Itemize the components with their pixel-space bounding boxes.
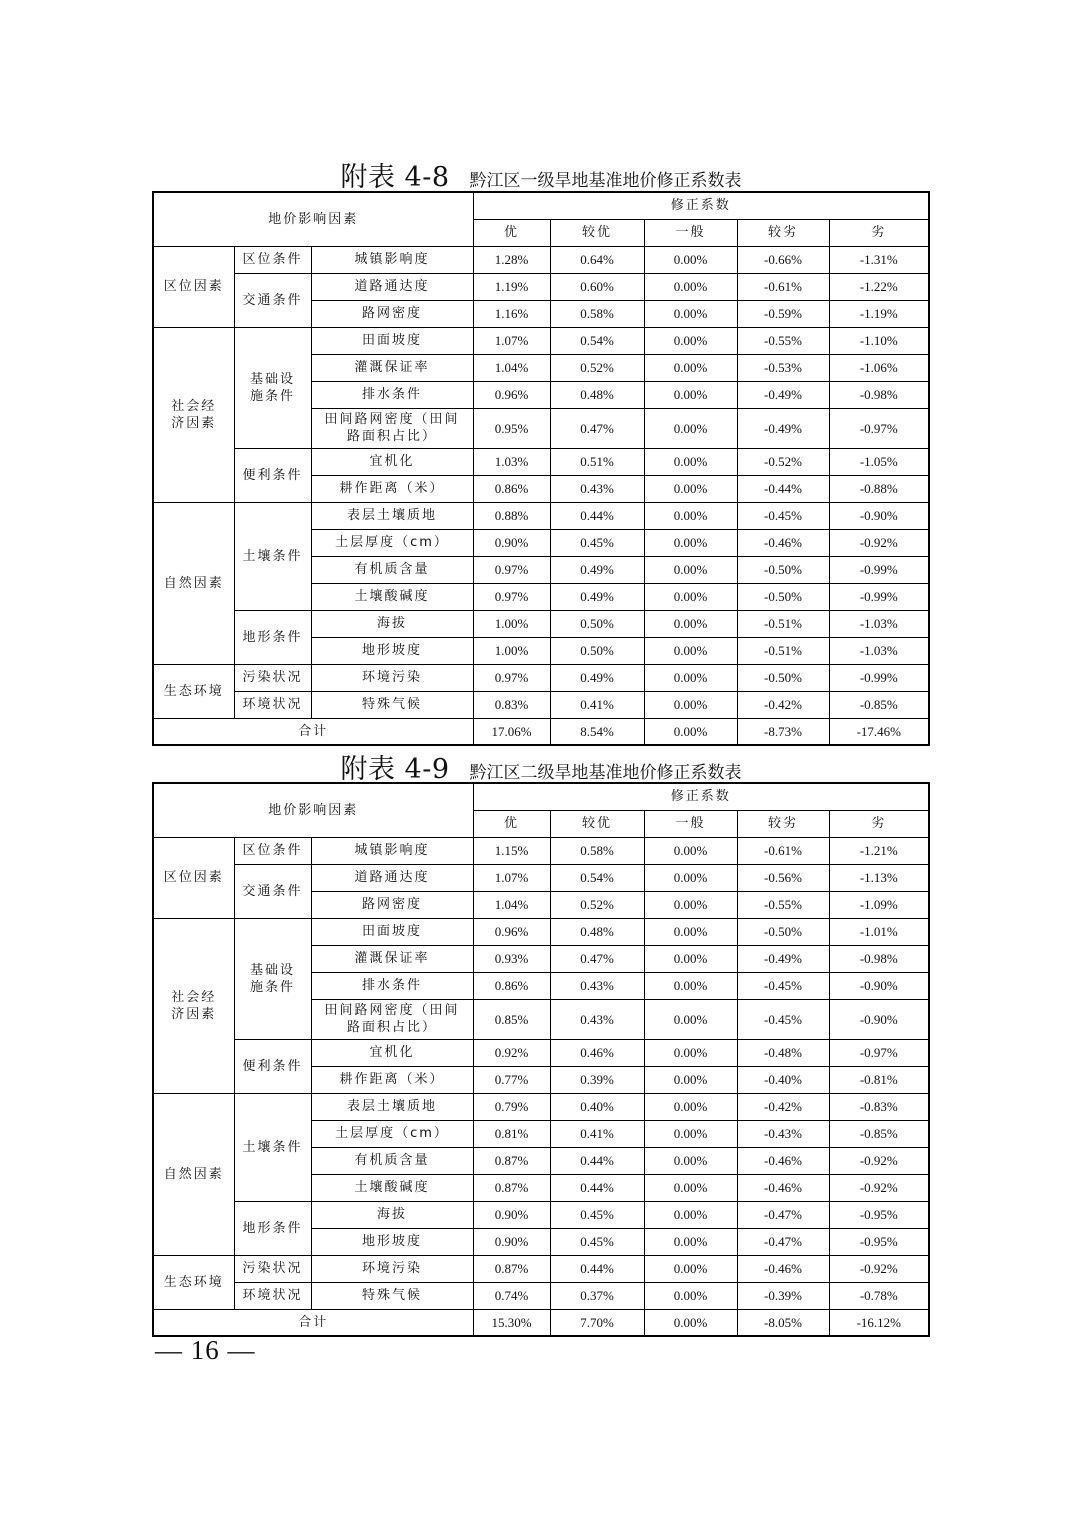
value-cell: 0.00%	[644, 1120, 737, 1147]
factor-cell: 耕作距离（米）	[311, 1066, 473, 1093]
value-cell: -0.45%	[737, 999, 829, 1039]
table-1-number: 附表 4-8	[340, 162, 450, 193]
value-cell: -0.81%	[829, 1066, 929, 1093]
value-cell: 0.87%	[473, 1255, 550, 1282]
value-cell: 0.88%	[473, 502, 550, 529]
coefficient-header: 修正系数	[473, 783, 929, 810]
factor-cell: 道路通达度	[311, 273, 473, 300]
table-row	[153, 502, 929, 529]
value-cell: -0.59%	[737, 300, 829, 327]
level-header: 较优	[550, 219, 644, 246]
value-cell: -0.85%	[829, 1120, 929, 1147]
value-cell: -0.48%	[737, 1039, 829, 1066]
value-cell: 0.97%	[473, 556, 550, 583]
total-label: 合计	[153, 718, 473, 745]
value-cell: -1.13%	[829, 864, 929, 891]
table-row	[153, 610, 929, 637]
level-header: 较劣	[737, 219, 829, 246]
total-row	[153, 1309, 929, 1336]
value-cell: 0.00%	[644, 1093, 737, 1120]
value-cell: 0.60%	[550, 273, 644, 300]
value-cell: 1.15%	[473, 837, 550, 864]
value-cell: 1.07%	[473, 327, 550, 354]
factor-cell: 地形坡度	[311, 1228, 473, 1255]
value-cell: 0.58%	[550, 837, 644, 864]
value-cell: -0.78%	[829, 1282, 929, 1309]
value-cell: -1.03%	[829, 637, 929, 664]
total-cell: 8.54%	[550, 718, 644, 745]
table-row	[153, 1039, 929, 1066]
table-row	[153, 246, 929, 273]
value-cell: -1.01%	[829, 918, 929, 945]
value-cell: 0.00%	[644, 1282, 737, 1309]
value-cell: -0.47%	[737, 1228, 829, 1255]
table-row	[153, 1255, 929, 1282]
value-cell: 0.00%	[644, 529, 737, 556]
factor-cell: 田间路网密度（田间路面积占比）	[311, 999, 473, 1039]
value-cell: -1.21%	[829, 837, 929, 864]
value-cell: 0.81%	[473, 1120, 550, 1147]
value-cell: 1.19%	[473, 273, 550, 300]
factor-cell: 路网密度	[311, 300, 473, 327]
value-cell: -0.61%	[737, 837, 829, 864]
total-label: 合计	[153, 1309, 473, 1336]
subgroup-cell: 区位条件	[234, 246, 311, 273]
value-cell: 0.00%	[644, 354, 737, 381]
subgroup-cell: 交通条件	[234, 273, 311, 327]
value-cell: -0.97%	[829, 1039, 929, 1066]
value-cell: 0.40%	[550, 1093, 644, 1120]
value-cell: -1.06%	[829, 354, 929, 381]
value-cell: -0.49%	[737, 945, 829, 972]
table-row	[153, 837, 929, 864]
value-cell: 0.87%	[473, 1174, 550, 1201]
value-cell: -0.46%	[737, 529, 829, 556]
factor-cell: 土壤酸碱度	[311, 1174, 473, 1201]
value-cell: 0.39%	[550, 1066, 644, 1093]
value-cell: 0.00%	[644, 1147, 737, 1174]
level-header: 一般	[644, 219, 737, 246]
value-cell: 0.46%	[550, 1039, 644, 1066]
value-cell: 0.00%	[644, 246, 737, 273]
value-cell: 0.00%	[644, 300, 737, 327]
value-cell: -0.66%	[737, 246, 829, 273]
value-cell: 0.83%	[473, 691, 550, 718]
value-cell: 0.51%	[550, 448, 644, 475]
factor-cell: 排水条件	[311, 972, 473, 999]
subgroup-cell: 地形条件	[234, 610, 311, 664]
value-cell: -1.22%	[829, 273, 929, 300]
value-cell: 1.28%	[473, 246, 550, 273]
value-cell: 0.90%	[473, 1228, 550, 1255]
value-cell: 0.85%	[473, 999, 550, 1039]
value-cell: -0.45%	[737, 502, 829, 529]
factor-cell: 环境污染	[311, 664, 473, 691]
total-cell: 0.00%	[644, 718, 737, 745]
value-cell: 0.49%	[550, 556, 644, 583]
value-cell: 0.00%	[644, 864, 737, 891]
subgroup-cell: 土壤条件	[234, 502, 311, 610]
value-cell: 0.48%	[550, 918, 644, 945]
subgroup-cell: 污染状况	[234, 1255, 311, 1282]
total-cell: 17.06%	[473, 718, 550, 745]
total-cell: -17.46%	[829, 718, 929, 745]
value-cell: -0.95%	[829, 1228, 929, 1255]
total-row	[153, 718, 929, 745]
value-cell: 0.44%	[550, 502, 644, 529]
value-cell: 0.50%	[550, 637, 644, 664]
subgroup-cell: 便利条件	[234, 1039, 311, 1093]
value-cell: -0.92%	[829, 529, 929, 556]
value-cell: 0.44%	[550, 1174, 644, 1201]
value-cell: 0.47%	[550, 945, 644, 972]
subgroup-cell: 污染状况	[234, 664, 311, 691]
factor-cell: 海拔	[311, 610, 473, 637]
value-cell: 0.00%	[644, 381, 737, 408]
table-row	[153, 1201, 929, 1228]
value-cell: 0.54%	[550, 864, 644, 891]
value-cell: 0.00%	[644, 556, 737, 583]
value-cell: -1.10%	[829, 327, 929, 354]
value-cell: -0.47%	[737, 1201, 829, 1228]
table-1-title	[152, 155, 930, 194]
value-cell: -1.05%	[829, 448, 929, 475]
header-row	[153, 783, 929, 810]
table-row	[153, 664, 929, 691]
value-cell: 1.00%	[473, 637, 550, 664]
group-cell: 自然因素	[153, 502, 234, 664]
subgroup-cell: 交通条件	[234, 864, 311, 918]
total-cell: -8.05%	[737, 1309, 829, 1336]
group-cell: 社会经济因素	[153, 918, 234, 1093]
value-cell: -0.97%	[829, 408, 929, 448]
table-row	[153, 1093, 929, 1120]
value-cell: 0.00%	[644, 1039, 737, 1066]
level-header: 劣	[829, 219, 929, 246]
value-cell: -0.42%	[737, 691, 829, 718]
subgroup-cell: 基础设施条件	[234, 327, 311, 448]
value-cell: -0.40%	[737, 1066, 829, 1093]
factor-cell: 灌溉保证率	[311, 945, 473, 972]
table-1-caption: 黔江区一级旱地基准地价修正系数表	[469, 171, 742, 191]
value-cell: 0.44%	[550, 1147, 644, 1174]
value-cell: 0.43%	[550, 999, 644, 1039]
value-cell: 0.00%	[644, 1255, 737, 1282]
factor-cell: 土层厚度（cm）	[311, 529, 473, 556]
value-cell: 0.77%	[473, 1066, 550, 1093]
factor-header: 地价影响因素	[153, 783, 473, 837]
value-cell: -0.85%	[829, 691, 929, 718]
value-cell: 0.49%	[550, 664, 644, 691]
group-cell: 生态环境	[153, 1255, 234, 1309]
level-header: 优	[473, 219, 550, 246]
value-cell: 0.00%	[644, 945, 737, 972]
value-cell: -0.51%	[737, 637, 829, 664]
value-cell: 0.00%	[644, 918, 737, 945]
value-cell: 0.00%	[644, 1201, 737, 1228]
table-2-caption: 黔江区二级旱地基准地价修正系数表	[469, 763, 742, 783]
value-cell: 0.00%	[644, 448, 737, 475]
level-header: 较优	[550, 810, 644, 837]
value-cell: 1.04%	[473, 354, 550, 381]
factor-cell: 灌溉保证率	[311, 354, 473, 381]
value-cell: -0.50%	[737, 556, 829, 583]
factor-cell: 特殊气候	[311, 1282, 473, 1309]
value-cell: 0.00%	[644, 475, 737, 502]
value-cell: -0.55%	[737, 891, 829, 918]
value-cell: -0.39%	[737, 1282, 829, 1309]
level-header: 较劣	[737, 810, 829, 837]
value-cell: -0.88%	[829, 475, 929, 502]
value-cell: 0.00%	[644, 664, 737, 691]
group-cell: 自然因素	[153, 1093, 234, 1255]
table-2-number: 附表 4-9	[340, 754, 450, 785]
subgroup-cell: 区位条件	[234, 837, 311, 864]
subgroup-cell: 土壤条件	[234, 1093, 311, 1201]
factor-cell: 土壤酸碱度	[311, 583, 473, 610]
value-cell: -1.09%	[829, 891, 929, 918]
total-cell: -8.73%	[737, 718, 829, 745]
value-cell: -0.50%	[737, 918, 829, 945]
value-cell: 0.96%	[473, 918, 550, 945]
value-cell: 0.95%	[473, 408, 550, 448]
value-cell: 0.48%	[550, 381, 644, 408]
value-cell: -0.51%	[737, 610, 829, 637]
value-cell: -0.52%	[737, 448, 829, 475]
table-2-title	[152, 747, 930, 786]
value-cell: -0.43%	[737, 1120, 829, 1147]
value-cell: -0.45%	[737, 972, 829, 999]
value-cell: 1.16%	[473, 300, 550, 327]
value-cell: 0.64%	[550, 246, 644, 273]
value-cell: -0.98%	[829, 945, 929, 972]
factor-cell: 耕作距离（米）	[311, 475, 473, 502]
value-cell: 0.86%	[473, 475, 550, 502]
value-cell: 1.00%	[473, 610, 550, 637]
value-cell: 0.00%	[644, 691, 737, 718]
value-cell: -0.90%	[829, 502, 929, 529]
value-cell: -0.90%	[829, 999, 929, 1039]
factor-cell: 表层土壤质地	[311, 1093, 473, 1120]
table-row	[153, 918, 929, 945]
factor-cell: 城镇影响度	[311, 837, 473, 864]
table-row	[153, 273, 929, 300]
total-cell: 7.70%	[550, 1309, 644, 1336]
factor-cell: 地形坡度	[311, 637, 473, 664]
subgroup-cell: 地形条件	[234, 1201, 311, 1255]
subgroup-cell: 便利条件	[234, 448, 311, 502]
group-cell: 区位因素	[153, 246, 234, 327]
factor-header: 地价影响因素	[153, 192, 473, 246]
level-header: 劣	[829, 810, 929, 837]
value-cell: -0.49%	[737, 381, 829, 408]
group-cell: 区位因素	[153, 837, 234, 918]
coefficient-table-2	[152, 782, 930, 1337]
table-row	[153, 327, 929, 354]
value-cell: -0.46%	[737, 1255, 829, 1282]
total-cell: 0.00%	[644, 1309, 737, 1336]
value-cell: 1.07%	[473, 864, 550, 891]
value-cell: 0.00%	[644, 837, 737, 864]
header-row	[153, 192, 929, 219]
value-cell: 0.97%	[473, 664, 550, 691]
value-cell: 0.00%	[644, 972, 737, 999]
value-cell: 0.87%	[473, 1147, 550, 1174]
total-cell: -16.12%	[829, 1309, 929, 1336]
coefficient-header: 修正系数	[473, 192, 929, 219]
value-cell: -0.98%	[829, 381, 929, 408]
factor-cell: 表层土壤质地	[311, 502, 473, 529]
value-cell: -0.46%	[737, 1147, 829, 1174]
value-cell: -0.44%	[737, 475, 829, 502]
value-cell: 0.45%	[550, 1201, 644, 1228]
factor-cell: 田面坡度	[311, 918, 473, 945]
value-cell: -0.50%	[737, 583, 829, 610]
coefficient-table-1	[152, 191, 930, 746]
factor-cell: 路网密度	[311, 891, 473, 918]
value-cell: 0.00%	[644, 327, 737, 354]
value-cell: -0.90%	[829, 972, 929, 999]
factor-cell: 道路通达度	[311, 864, 473, 891]
page-number: — 16 —	[155, 1335, 256, 1365]
value-cell: 0.90%	[473, 529, 550, 556]
factor-cell: 宜机化	[311, 448, 473, 475]
group-cell: 社会经济因素	[153, 327, 234, 502]
value-cell: 0.37%	[550, 1282, 644, 1309]
value-cell: 0.58%	[550, 300, 644, 327]
value-cell: 0.52%	[550, 891, 644, 918]
value-cell: 0.00%	[644, 273, 737, 300]
factor-cell: 海拔	[311, 1201, 473, 1228]
total-cell: 15.30%	[473, 1309, 550, 1336]
value-cell: 0.00%	[644, 1066, 737, 1093]
value-cell: -1.19%	[829, 300, 929, 327]
value-cell: -0.92%	[829, 1174, 929, 1201]
value-cell: 1.03%	[473, 448, 550, 475]
value-cell: 1.04%	[473, 891, 550, 918]
table-row	[153, 1282, 929, 1309]
value-cell: -0.99%	[829, 664, 929, 691]
factor-cell: 宜机化	[311, 1039, 473, 1066]
value-cell: -0.92%	[829, 1255, 929, 1282]
value-cell: 0.43%	[550, 972, 644, 999]
factor-cell: 田间路网密度（田间路面积占比）	[311, 408, 473, 448]
factor-cell: 城镇影响度	[311, 246, 473, 273]
value-cell: -0.49%	[737, 408, 829, 448]
value-cell: -0.56%	[737, 864, 829, 891]
level-header: 一般	[644, 810, 737, 837]
value-cell: 0.97%	[473, 583, 550, 610]
value-cell: 0.41%	[550, 1120, 644, 1147]
factor-cell: 有机质含量	[311, 1147, 473, 1174]
factor-cell: 土层厚度（cm）	[311, 1120, 473, 1147]
value-cell: 0.41%	[550, 691, 644, 718]
table-row	[153, 691, 929, 718]
value-cell: 0.00%	[644, 637, 737, 664]
value-cell: 0.79%	[473, 1093, 550, 1120]
value-cell: 0.43%	[550, 475, 644, 502]
value-cell: -0.42%	[737, 1093, 829, 1120]
value-cell: -0.99%	[829, 556, 929, 583]
value-cell: -0.46%	[737, 1174, 829, 1201]
value-cell: -0.50%	[737, 664, 829, 691]
value-cell: 0.45%	[550, 1228, 644, 1255]
value-cell: 0.93%	[473, 945, 550, 972]
value-cell: 0.47%	[550, 408, 644, 448]
value-cell: 0.00%	[644, 610, 737, 637]
value-cell: 0.00%	[644, 502, 737, 529]
value-cell: 0.90%	[473, 1201, 550, 1228]
value-cell: -0.95%	[829, 1201, 929, 1228]
value-cell: 0.92%	[473, 1039, 550, 1066]
value-cell: 0.00%	[644, 891, 737, 918]
table-row	[153, 864, 929, 891]
value-cell: -0.55%	[737, 327, 829, 354]
factor-cell: 有机质含量	[311, 556, 473, 583]
value-cell: 0.45%	[550, 529, 644, 556]
value-cell: 0.74%	[473, 1282, 550, 1309]
value-cell: -1.31%	[829, 246, 929, 273]
factor-cell: 田面坡度	[311, 327, 473, 354]
subgroup-cell: 基础设施条件	[234, 918, 311, 1039]
subgroup-cell: 环境状况	[234, 691, 311, 718]
value-cell: 0.86%	[473, 972, 550, 999]
value-cell: -1.03%	[829, 610, 929, 637]
value-cell: 0.00%	[644, 999, 737, 1039]
value-cell: 0.49%	[550, 583, 644, 610]
value-cell: 0.00%	[644, 1228, 737, 1255]
value-cell: 0.50%	[550, 610, 644, 637]
value-cell: 0.00%	[644, 1174, 737, 1201]
level-header: 优	[473, 810, 550, 837]
value-cell: -0.92%	[829, 1147, 929, 1174]
value-cell: 0.00%	[644, 583, 737, 610]
factor-cell: 特殊气候	[311, 691, 473, 718]
factor-cell: 环境污染	[311, 1255, 473, 1282]
value-cell: 0.54%	[550, 327, 644, 354]
table-row	[153, 448, 929, 475]
value-cell: -0.53%	[737, 354, 829, 381]
value-cell: -0.83%	[829, 1093, 929, 1120]
value-cell: 0.00%	[644, 408, 737, 448]
subgroup-cell: 环境状况	[234, 1282, 311, 1309]
factor-cell: 排水条件	[311, 381, 473, 408]
value-cell: 0.52%	[550, 354, 644, 381]
group-cell: 生态环境	[153, 664, 234, 718]
value-cell: -0.99%	[829, 583, 929, 610]
value-cell: 0.44%	[550, 1255, 644, 1282]
value-cell: -0.61%	[737, 273, 829, 300]
value-cell: 0.96%	[473, 381, 550, 408]
